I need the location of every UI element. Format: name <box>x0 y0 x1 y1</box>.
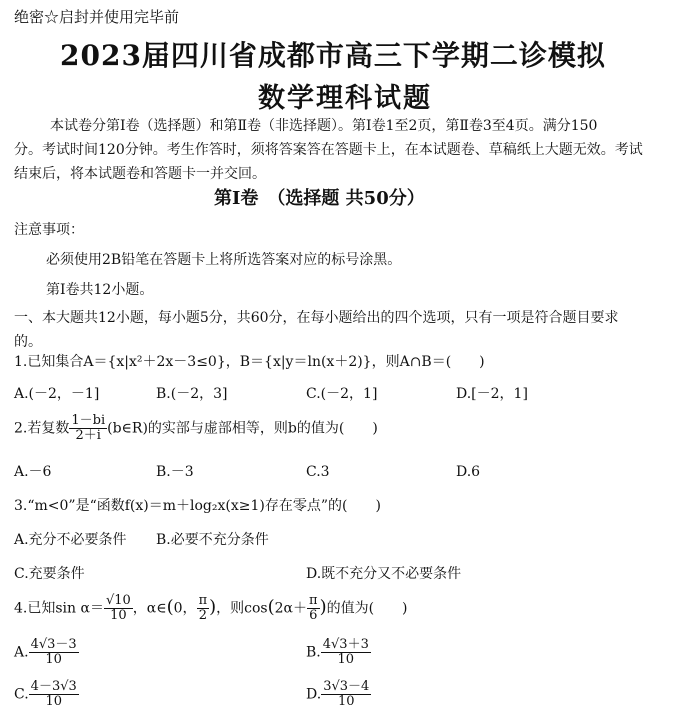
q2-prefix: 2.若复数 <box>14 420 70 437</box>
q4-option-a-fraction <box>29 638 79 667</box>
q4-option-d <box>306 680 371 709</box>
q4-option-c-denominator: 10 <box>45 694 62 709</box>
exam-subtitle: 数学理科试题 <box>258 83 432 114</box>
q4-prefix: 4.已知sin α＝ <box>14 600 104 617</box>
q4-range-fraction <box>197 594 210 623</box>
q2-suffix: (b∈R)的实部与虚部相等，则b的值为( ) <box>107 420 378 437</box>
q3-option-c: C.充要条件 <box>14 566 85 582</box>
q4-option-a-numerator: 4√3－3 <box>30 637 77 652</box>
q4-option-b-numerator: 4√3＋3 <box>322 637 369 652</box>
q4-arg-denominator: 6 <box>309 608 318 623</box>
q4-option-a <box>14 638 79 667</box>
q4-range-prefix: 0， <box>173 600 197 617</box>
q2-fraction <box>69 414 107 443</box>
notes-item-1: 必须使用2B铅笔在答题卡上将所选答案对应的标号涂黑。 <box>46 252 402 268</box>
q4-right-paren-1: ) <box>209 596 217 618</box>
question-4 <box>14 594 408 623</box>
part-instructions <box>14 306 619 354</box>
q4-range-denominator: 2 <box>198 608 207 623</box>
q4-option-d-fraction <box>321 680 371 709</box>
q4-option-b-label: B. <box>306 644 321 661</box>
q3-option-b: B.必要不充分条件 <box>156 532 269 548</box>
q3-option-a: A.充分不必要条件 <box>14 532 127 548</box>
intro-paragraph <box>14 114 684 186</box>
question-3: 3.“m<0”是“函数f(x)＝m＋log₂x(x≥1)存在零点”的( ) <box>14 498 381 514</box>
q4-option-b-fraction <box>321 638 371 667</box>
q4-mid: ，α∈ <box>132 600 167 617</box>
confidential-label: 绝密☆启封并使用完毕前 <box>14 8 180 26</box>
q4-option-d-numerator: 3√3－4 <box>323 679 370 694</box>
q4-range-numerator: π <box>198 593 208 608</box>
question-1: 1.已知集合A＝{x|x²＋2x－3≤0}，B＝{x|y＝ln(x＋2)}，则A∩B＝( ) <box>14 354 485 370</box>
q4-right-paren-2: ) <box>319 596 327 618</box>
q4-mid2: ，则cos <box>216 600 268 617</box>
q4-option-c-label: C. <box>14 686 29 703</box>
question-2 <box>14 414 378 443</box>
notes-heading: 注意事项： <box>14 222 84 238</box>
q4-option-c-fraction <box>29 680 79 709</box>
q2-option-b: B.－3 <box>156 464 194 480</box>
q4-sin-fraction <box>104 594 133 623</box>
q4-option-d-label: D. <box>306 686 322 703</box>
part-line-2: 的。 <box>14 334 42 350</box>
q4-option-d-denominator: 10 <box>337 694 355 709</box>
notes-item-2: 第Ⅰ卷共12小题。 <box>46 282 154 298</box>
part-line-1: 一、本大题共12小题，每小题5分，共60分，在每小题给出的四个选项，只有一项是符合题目要求 <box>14 310 619 326</box>
section-title: 第Ⅰ卷 （选择题 共50分） <box>214 188 425 209</box>
q4-option-b-denominator: 10 <box>337 652 355 667</box>
q4-option-c-numerator: 4－3√3 <box>30 679 77 694</box>
q4-sin-numerator: √10 <box>105 593 131 608</box>
q4-left-paren-2: ( <box>267 596 275 618</box>
q4-suffix: 的值为( ) <box>326 600 408 617</box>
q4-option-a-label: A. <box>14 644 29 661</box>
q2-fraction-denominator: 2＋i <box>75 428 101 443</box>
q4-arg-prefix: 2α＋ <box>274 600 308 617</box>
q3-option-d: D.既不充分又不必要条件 <box>306 566 462 582</box>
q1-option-b: B.(－2，3] <box>156 386 228 402</box>
exam-title: 2023届四川省成都市高三下学期二诊模拟 <box>60 39 606 72</box>
q2-fraction-numerator: 1－bi <box>71 413 106 428</box>
q4-arg-numerator: π <box>309 593 318 608</box>
q4-option-a-denominator: 10 <box>45 652 62 667</box>
intro-line-1: 本试卷分第Ⅰ卷（选择题）和第Ⅱ卷（非选择题）。第Ⅰ卷1至2页，第Ⅱ卷3至4页。满分150 <box>50 118 598 134</box>
intro-line-2: 分。考试时间120分钟。考生作答时，须将答案答在答题卡上，在本试题卷、草稿纸上大题无效。考试 <box>14 142 643 158</box>
intro-line-3: 结束后，将本试题卷和答题卡一并交回。 <box>14 166 266 182</box>
q2-option-d: D.6 <box>456 464 481 480</box>
q4-left-paren-1: ( <box>166 596 174 618</box>
q1-option-a: A.(－2，－1] <box>14 386 100 402</box>
q4-option-b <box>306 638 371 667</box>
q2-option-a: A.－6 <box>14 464 52 480</box>
q1-option-c: C.(－2，1] <box>306 386 378 402</box>
q1-option-d: D.[－2，1] <box>456 386 528 402</box>
q4-sin-denominator: 10 <box>110 608 127 623</box>
q2-option-c: C.3 <box>306 464 330 480</box>
q4-arg-fraction <box>307 594 320 623</box>
q4-option-c <box>14 680 79 709</box>
